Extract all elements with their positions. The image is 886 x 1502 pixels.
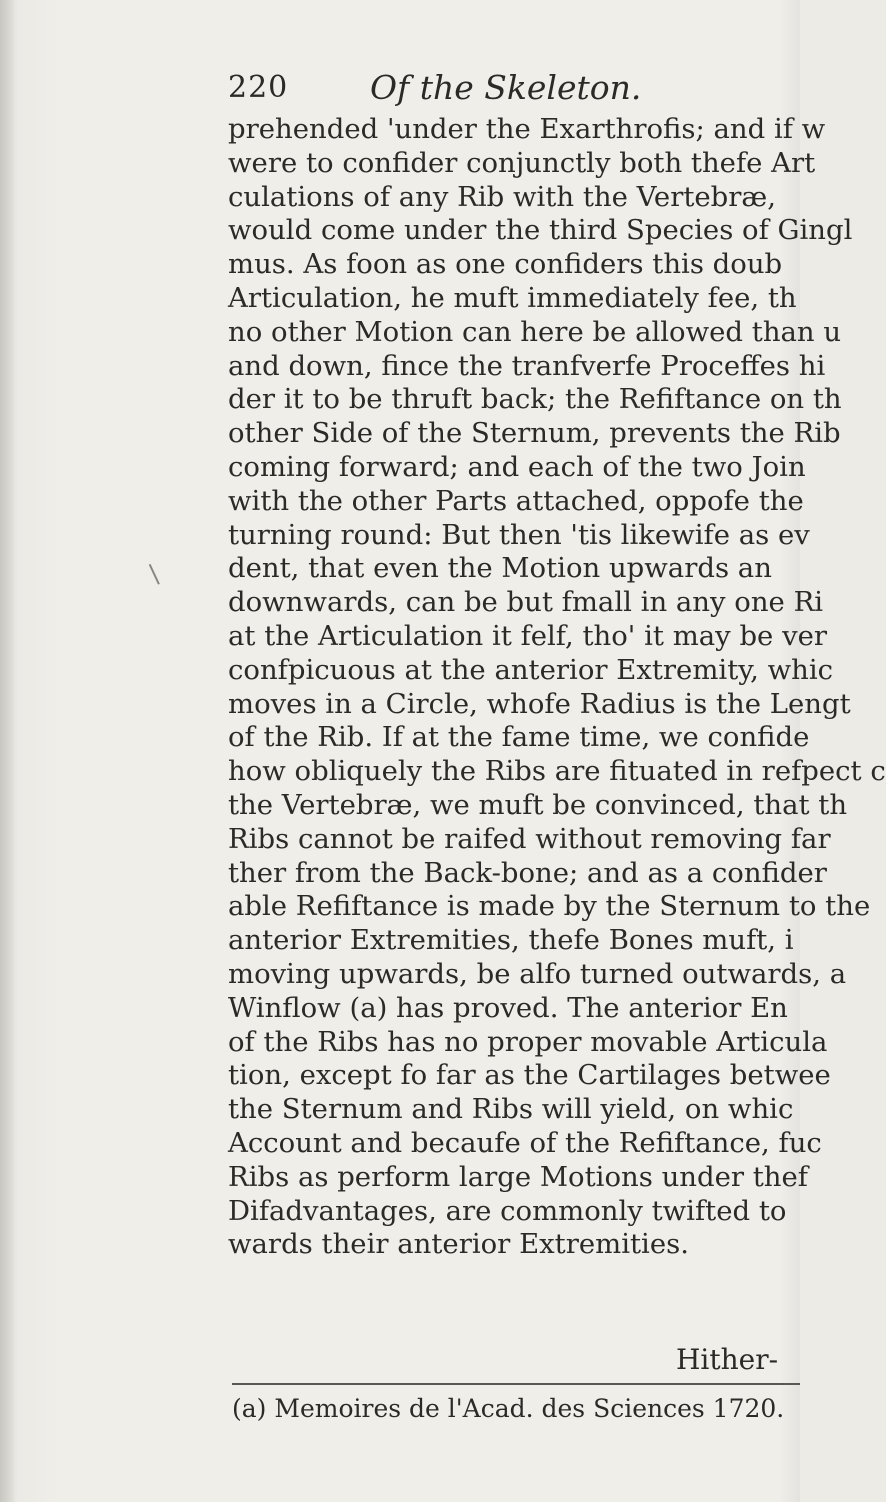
text-line: were to confider conjunctly both thefe Art [228,146,816,179]
text-line: Ribs cannot be raifed without removing far [228,822,831,855]
text-line: of the Rib. If at the fame time, we confide [228,721,810,754]
text-line: at the Articulation it felf, tho' it may be ver [228,619,828,652]
text-line: Ribs as perform large Motions under thef [228,1160,808,1193]
text-line: Winflow (a) has proved. The anterior En [228,991,788,1024]
text-line: tion, except fo far as the Cartilages betwee [228,1059,831,1092]
text-line: the Sternum and Ribs will yield, on whic [228,1093,794,1126]
text-line: with the other Parts attached, oppofe the [228,484,804,517]
catchword: Hither- [676,1343,779,1376]
text-line: dent, that even the Motion upwards an [228,552,772,585]
text-line: ther from the Back-bone; and as a confider [228,856,827,889]
body-text [228,113,886,1262]
text-line: Account and becaufe of the Refiftance, fuc [228,1126,822,1159]
text-line: moving upwards, be alfo turned outwards, a [228,957,847,990]
page-gutter [0,0,14,1502]
text-line: Articulation, he muft immediately fee, th [228,281,797,314]
text-line: no other Motion can here be allowed than u [228,315,842,348]
text-line: coming forward; and each of the two Join [228,450,806,483]
text-line: prehended 'under the Exarthrofis; and if w [228,113,826,145]
text-line: the Vertebræ, we muft be convinced, that th [228,788,848,821]
text-line: wards their anterior Extremities. [228,1228,689,1261]
text-line: Difadvantages, are commonly twifted to [228,1194,787,1227]
footnote-rule [232,1383,800,1385]
text-line: culations of any Rib with the Vertebræ, [228,180,777,213]
text-line: mus. As foon as one confiders this doub [228,248,783,281]
text-line: able Refiftance is made by the Sternum to the [228,890,871,923]
text-line: of the Ribs has no proper movable Articula [228,1025,828,1058]
page-header [228,70,800,110]
margin-mark [149,561,166,584]
text-line: moves in a Circle, whofe Radius is the Lengt [228,687,851,720]
footnote: (a) Memoires de l'Acad. des Sciences 1720. [232,1394,785,1423]
page-number: 220 [228,70,289,105]
text-line: der it to be thruft back; the Refiftance on th [228,383,842,416]
running-head: Of the Skeleton. [370,68,642,107]
text-line: and down, fince the tranfverfe Proceffes hi [228,349,826,382]
text-line: anterior Extremities, thefe Bones muft, i [228,924,794,957]
text-line: confpicuous at the anterior Extremity, whic [228,653,834,686]
text-line: other Side of the Sternum, prevents the Rib [228,417,841,450]
text-line: would come under the third Species of Gingl [228,214,853,247]
text-line: downwards, can be but fmall in any one Ri [228,586,824,619]
text-line: how obliquely the Ribs are fituated in refpect c [228,755,886,788]
text-line: turning round: But then 'tis likewife as ev [228,518,810,551]
